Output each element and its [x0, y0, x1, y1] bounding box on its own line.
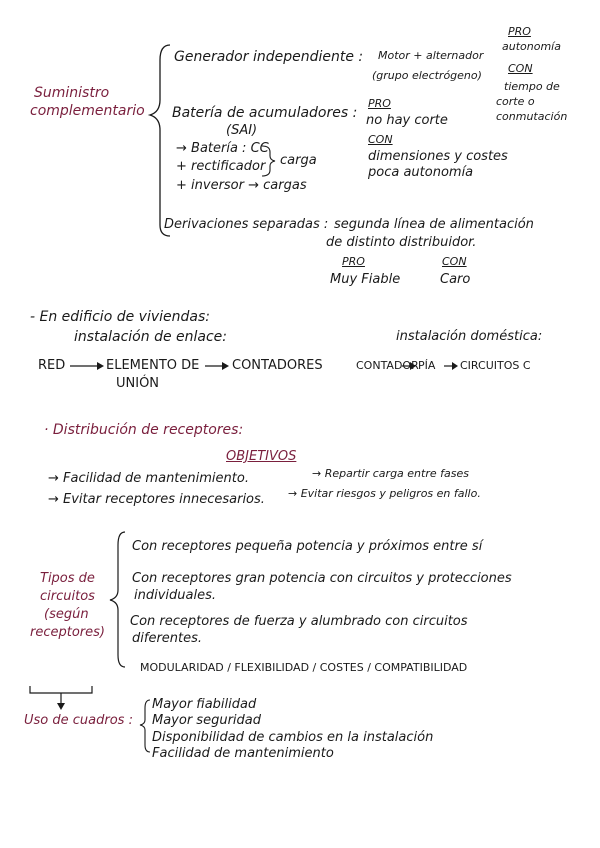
tipos-footer: MODULARIDAD / FLEXIBILIDAD / COSTES / COMPATIBILIDAD	[140, 661, 468, 674]
objetivo-right-1: → Repartir carga entre fases	[312, 467, 469, 480]
tipos-item-2-line-2: individuales.	[134, 588, 216, 603]
bateria-pro-text: no hay corte	[366, 113, 448, 128]
generador-con-text-1: tiempo de	[504, 80, 560, 93]
generador-title: Generador independiente :	[174, 49, 364, 65]
generador-pro-text: autonomía	[502, 40, 561, 53]
cuadros-label: Uso de cuadros :	[24, 713, 133, 728]
contadores-label: CONTADORES	[232, 358, 323, 373]
bateria-title: Batería de acumuladores :	[172, 105, 358, 121]
objetivo-right-2: → Evitar riesgos y peligros en fallo.	[288, 487, 481, 500]
pia-label: PÍA	[418, 359, 436, 372]
cuadros-brace	[140, 700, 150, 752]
tipos-item-2-line-1: Con receptores gran potencia con circuitos y protecciones	[132, 571, 512, 586]
tipos-label-3: (según	[44, 607, 89, 622]
generador-con-text-2: corte o	[496, 95, 535, 108]
edificio-enlace: instalación de enlace:	[74, 329, 228, 345]
derivaciones-pro-text: Muy Fiable	[330, 272, 401, 287]
contador-label: CONTADOR	[356, 359, 419, 372]
cuadros-item-3: Disponibilidad de cambios en la instalación	[152, 730, 434, 745]
generador-con: CON	[508, 62, 533, 75]
derivaciones-pro: PRO	[342, 255, 365, 268]
derivaciones-desc-2: de distinto distribuidor.	[326, 235, 477, 250]
bateria-con: CON	[368, 133, 393, 146]
generador-desc-1: Motor + alternador	[378, 49, 484, 62]
cuadros-item-1: Mayor fiabilidad	[152, 697, 257, 712]
circuitos-label: CIRCUITOS C	[460, 359, 531, 372]
tipos-item-1: Con receptores pequeña potencia y próximos entre sí	[132, 539, 483, 554]
edificio-title: - En edificio de viviendas:	[30, 309, 210, 325]
objetivo-left-1: → Facilidad de mantenimiento.	[48, 471, 249, 486]
derivaciones-title: Derivaciones separadas :	[164, 217, 329, 232]
tipos-label-2: circuitos	[40, 589, 95, 604]
suministro-label-2: complementario	[30, 103, 145, 119]
tipos-label-4: receptores)	[30, 625, 105, 640]
suministro-brace	[150, 45, 170, 236]
bateria-carga: carga	[280, 153, 317, 168]
bateria-con-text-2: poca autonomía	[368, 165, 474, 180]
tipos-label-1: Tipos de	[40, 571, 95, 586]
cuadros-item-4: Facilidad de mantenimiento	[152, 746, 334, 761]
red-label: RED	[38, 358, 66, 373]
cuadros-item-2: Mayor seguridad	[152, 713, 261, 728]
bateria-item-2: + rectificador	[176, 159, 266, 174]
derivaciones-con: CON	[442, 255, 467, 268]
tipos-brace	[110, 532, 125, 667]
elemento-label-2: UNIÓN	[116, 376, 160, 391]
generador-desc-2: (grupo electrógeno)	[372, 69, 482, 82]
derivaciones-desc-1: segunda línea de alimentación	[334, 217, 534, 232]
bateria-sai: (SAI)	[226, 123, 258, 138]
elemento-label-1: ELEMENTO DE	[106, 358, 200, 373]
bateria-item-3: + inversor → cargas	[176, 178, 307, 193]
edificio-domestica: instalación doméstica:	[396, 329, 543, 344]
generador-pro: PRO	[508, 25, 531, 38]
bateria-con-text-1: dimensiones y costes	[368, 149, 508, 164]
tipos-item-3-line-1: Con receptores de fuerza y alumbrado con circuitos	[130, 614, 468, 629]
tipos-item-3-line-2: diferentes.	[132, 631, 203, 646]
objetivo-left-2: → Evitar receptores innecesarios.	[48, 492, 265, 507]
bateria-pro: PRO	[368, 97, 391, 110]
distribucion-title: · Distribución de receptores:	[44, 422, 244, 438]
generador-con-text-3: conmutación	[496, 110, 568, 123]
bateria-item-1: → Batería : CC	[176, 141, 269, 156]
objetivos-title: OBJETIVOS	[226, 449, 297, 464]
derivaciones-con-text: Caro	[440, 272, 471, 287]
suministro-label-1: Suministro	[34, 85, 110, 101]
bracket	[30, 686, 92, 693]
